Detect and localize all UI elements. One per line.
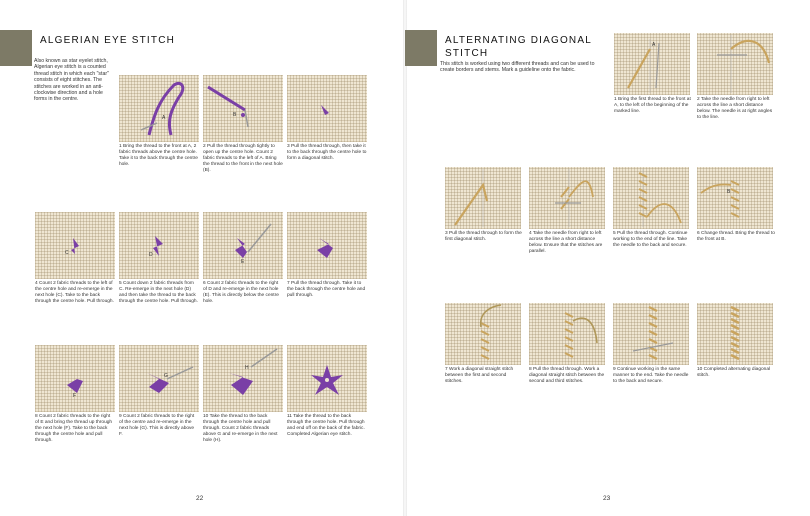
step-photo-5: [119, 212, 199, 279]
step-caption-3: 3 Pull the thread through, then take it to the back through the centre hole to form a diagonal stitch.: [287, 144, 367, 161]
diag-caption-9: 9 Continue working in the same manner to the end. Take the needle to the back and secure.: [613, 367, 689, 384]
step-caption-10: 10 Take the thread to the back through the centre hole and pull through. Count 2 fabric threads above G and re-emerge in the next hole (H).: [203, 414, 278, 443]
step-photo-2: [203, 75, 283, 142]
diag-caption-4: 4 Take the needle from right to left across the line a short distance below. Ensure that the stitches are parallel.: [529, 231, 603, 254]
step-photo-9: [119, 345, 199, 412]
diag-photo-10: [697, 303, 773, 365]
step-caption-5: 5 Count down 2 fabric threads from C. Re-emerge in the next hole (D) and then take the thread to the back through the centre hole. Pull through.: [119, 281, 198, 304]
step-caption-4: 4 Count 2 fabric threads to the left of the centre hole and re-emerge in the next hole (C). Take to the back through the centre hole. Pull through.: [35, 281, 114, 304]
diag-caption-8: 8 Pull the thread through. Work a diagonal straight stitch between the second and third stitches.: [529, 367, 605, 384]
label-g: G: [164, 373, 168, 379]
left-title: ALGERIAN EYE STITCH: [40, 35, 176, 46]
diag-photo-7: [445, 303, 521, 365]
diag-photo-4: [529, 167, 605, 229]
diag-caption-6: 6 Change thread. Bring the thread to the front at B.: [697, 231, 775, 242]
step-photo-1: [119, 75, 199, 142]
step-caption-9: 9 Count 2 fabric threads to the right of the centre and re-emerge in the next hole (G). This is directly above F.: [119, 414, 195, 437]
page-number-left: 22: [196, 495, 204, 502]
step-caption-6: 6 Count 2 fabric threads to the right of D and re-emerge in the next hole (E). This is directly below the centre hole.: [203, 281, 279, 304]
label-e: E: [241, 259, 245, 265]
step-photo-10: [203, 345, 283, 412]
step-photo-4: [35, 212, 115, 279]
label-f: F: [73, 393, 77, 399]
right-title-line2: STITCH: [445, 48, 489, 59]
diag-caption-10: 10 Completed alternating diagonal stitch.: [697, 367, 771, 378]
diag-caption-2: 2 Take the needle from right to left across the line a short distance below. The needle is at right angles to the line.: [697, 97, 773, 120]
step-photo-11: [287, 345, 367, 412]
label-h: H: [245, 365, 249, 371]
step-caption-8: 8 Count 2 fabric threads to the right of E and bring the thread up through the next hole (F). Take to the back through the centre hole and pull through.: [35, 414, 113, 443]
right-page: [405, 0, 810, 516]
diag-caption-5: 5 Pull the thread through. Continue working to the end of the line. Take the needle to the back and secure.: [613, 231, 688, 248]
label-b: B: [233, 112, 237, 118]
right-title-line1: ALTERNATING DIAGONAL: [445, 35, 592, 46]
label-c: C: [65, 250, 69, 256]
right-title: [445, 34, 592, 60]
diag-photo-8: [529, 303, 605, 365]
diag-caption-1: 1 Bring the first thread to the front at A, to the left of the beginning of the marked line.: [614, 97, 691, 114]
diag-caption-3: 3 Pull the thread through to form the first diagonal stitch.: [445, 231, 522, 242]
diag-photo-6: [697, 167, 773, 229]
step-photo-3: [287, 75, 367, 142]
label-a: A: [162, 115, 166, 121]
label-b-right: B: [727, 189, 731, 195]
left-intro: Also known as star eyelet stitch, Algerian eye stitch is a counted thread stitch in which each "star" consists of eight stitches. The stitches are worked in an anti-clockwise direction and a hole forms in the centre.: [34, 58, 109, 103]
diag-photo-2: [697, 33, 773, 95]
label-a-right: A: [652, 42, 656, 48]
step-photo-8: [35, 345, 115, 412]
diag-photo-5: [613, 167, 689, 229]
diag-photo-9: [613, 303, 689, 365]
step-photo-6: [203, 212, 283, 279]
label-d: D: [149, 252, 153, 258]
chapter-tab: [0, 30, 32, 66]
page-number-right: 23: [603, 495, 611, 502]
step-caption-1: 1 Bring the thread to the front at A, 2 fabric threads above the centre hole. Take it to the back through the centre hole.: [119, 144, 198, 167]
step-caption-7: 7 Pull the thread through. Take it to the back through the centre hole and pull through.: [287, 281, 366, 298]
right-intro: This stitch is worked using two different threads and can be used to create borders and stems. Mark a guideline onto the fabric.: [440, 61, 595, 74]
step-caption-11: 11 Take the thread to the back through the centre hole. Pull through and end off on the back of the fabric. Completed Algerian eye stitch.: [287, 414, 365, 437]
step-caption-2: 2 Pull the thread through tightly to open up the centre hole. Count 2 fabric threads to the left of A. Bring the thread to the front in the next hole (B).: [203, 144, 283, 173]
diag-photo-1: [614, 33, 690, 95]
diag-caption-7: 7 Work a diagonal straight stitch between the first and second stitches.: [445, 367, 514, 384]
step-photo-7: [287, 212, 367, 279]
chapter-tab-right: [405, 30, 437, 66]
diag-photo-3: [445, 167, 521, 229]
